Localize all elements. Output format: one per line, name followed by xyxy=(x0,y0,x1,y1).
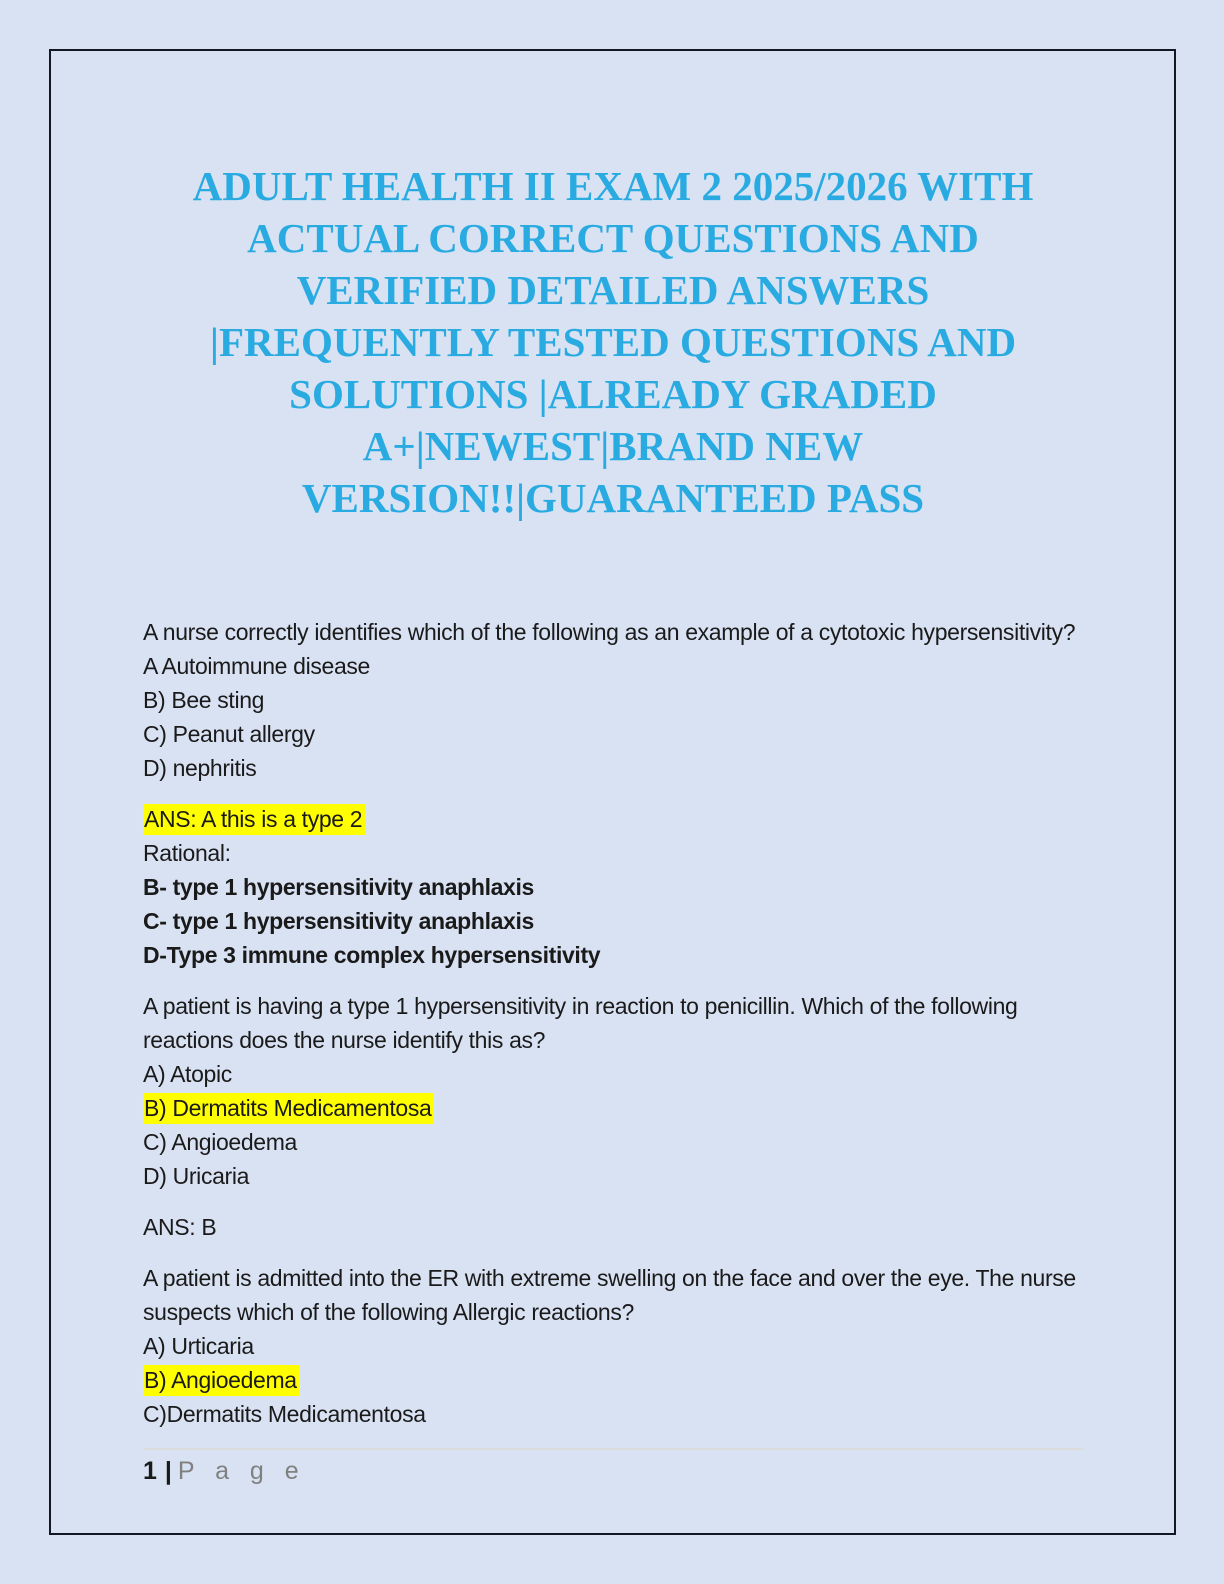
rational-line-b: B- type 1 hypersensitivity anaphlaxis xyxy=(143,874,534,900)
footer-text xyxy=(143,1457,1083,1485)
question-1-option-a: A Autoimmune disease xyxy=(143,653,370,679)
rational-line-d: D-Type 3 immune complex hypersensitivity xyxy=(143,942,601,968)
question-3-text-line-1: A patient is admitted into the ER with extreme swelling on the face and over the eye. The nurse xyxy=(143,1265,1076,1291)
title-line: VERIFIED DETAILED ANSWERS xyxy=(296,267,930,313)
title-line: SOLUTIONS |ALREADY GRADED xyxy=(289,371,937,417)
answer-1-line xyxy=(143,802,1083,836)
question-3-option-a: A) Urticaria xyxy=(143,1333,254,1359)
question-3-option-b xyxy=(143,1363,1083,1397)
answer-2-block xyxy=(143,1210,1083,1244)
footer-divider xyxy=(143,1448,1083,1450)
question-2-text-line-1: A patient is having a type 1 hypersensitivity in reaction to penicillin. Which of the following xyxy=(143,993,1018,1019)
document-body xyxy=(143,615,1083,1448)
title-line: |FREQUENTLY TESTED QUESTIONS AND xyxy=(209,319,1017,365)
page-label: P a g e xyxy=(177,1457,306,1485)
title-line: ACTUAL CORRECT QUESTIONS AND xyxy=(247,215,979,261)
question-1-option-b: B) Bee sting xyxy=(143,687,265,713)
question-2-option-a: A) Atopic xyxy=(143,1061,232,1087)
page-number: 1 xyxy=(143,1457,157,1485)
question-2-text-line-2: reactions does the nurse identify this as? xyxy=(143,1027,546,1053)
title-line: ADULT HEALTH II EXAM 2 2025/2026 WITH xyxy=(192,163,1034,209)
answer-2-text: ANS: B xyxy=(143,1214,217,1240)
question-1-option-c: C) Peanut allergy xyxy=(143,721,315,747)
question-2-option-b-highlight: B) Dermatits Medicamentosa xyxy=(143,1093,434,1124)
page-footer xyxy=(143,1448,1083,1485)
document-title xyxy=(143,160,1083,524)
question-2-option-b xyxy=(143,1091,1083,1125)
footer-separator: | xyxy=(164,1457,172,1485)
question-2-option-d: D) Uricaria xyxy=(143,1163,250,1189)
question-1-text: A nurse correctly identifies which of the following as an example of a cytotoxic hypersensitivity? xyxy=(143,619,1076,645)
question-3-text-line-2: suspects which of the following Allergic reactions? xyxy=(143,1299,634,1325)
rational-line-c: C- type 1 hypersensitivity anaphlaxis xyxy=(143,908,534,934)
question-3-block xyxy=(143,1261,1083,1431)
question-2-option-c: C) Angioedema xyxy=(143,1129,297,1155)
question-1-option-d: D) nephritis xyxy=(143,755,257,781)
answer-1-highlight: ANS: A this is a type 2 xyxy=(143,804,365,835)
question-3-option-b-highlight: B) Angioedema xyxy=(143,1365,300,1396)
rational-label: Rational: xyxy=(143,840,231,866)
answer-1-block xyxy=(143,802,1083,972)
question-3-option-c: C)Dermatits Medicamentosa xyxy=(143,1401,426,1427)
question-2-block xyxy=(143,989,1083,1193)
title-line: A+|NEWEST|BRAND NEW xyxy=(362,423,864,469)
question-1-block xyxy=(143,615,1083,785)
title-line: VERSION!!|GUARANTEED PASS xyxy=(301,475,925,521)
